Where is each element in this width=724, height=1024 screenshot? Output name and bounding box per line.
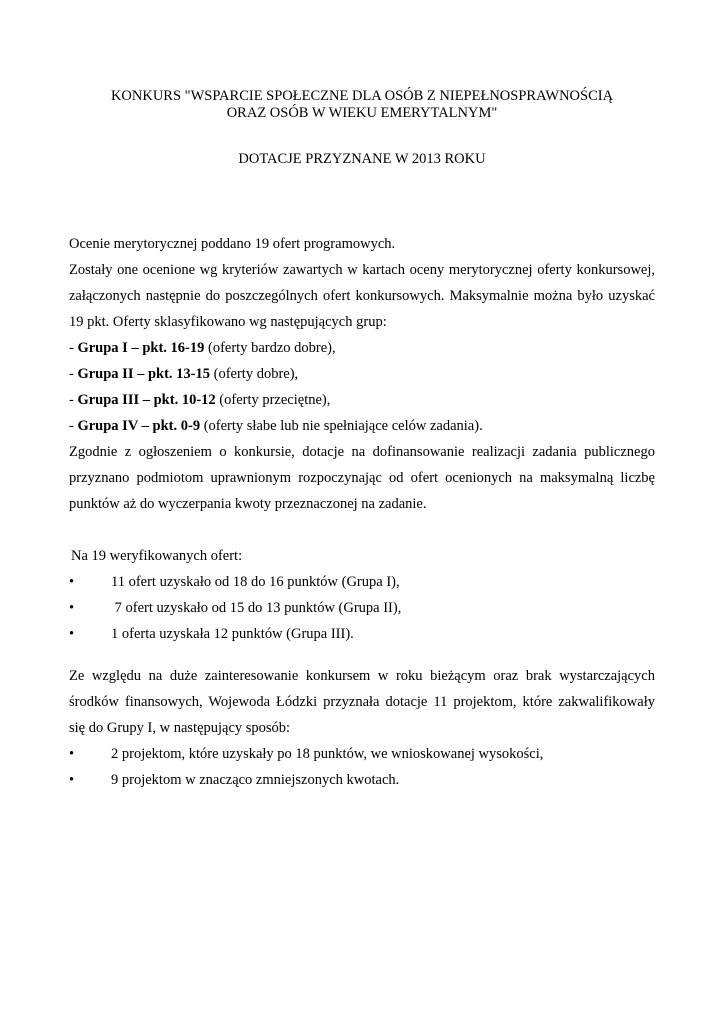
decision-item-1: 2 projektom, które uzyskały po 18 punktów, we wnioskowanej wysokości, [111, 746, 544, 762]
decision-line-1: Ze względu na duże zainteresowanie konkursem w roku bieżącym oraz brak wystarczających [69, 668, 655, 684]
verified-item-3: 1 oferta uzyskała 12 punktów (Grupa III). [111, 626, 354, 642]
group-item-3: - Grupa III – pkt. 10-12 (oferty przeciętne), [69, 392, 331, 408]
group-item-1: - Grupa I – pkt. 16-19 (oferty bardzo dobre), [69, 340, 336, 356]
bullet-icon: • [69, 746, 75, 762]
intro-line-4: 19 pkt. Oferty sklasyfikowano wg następujących grup: [69, 314, 387, 330]
verified-item-1: 11 ofert uzyskało od 18 do 16 punktów (Grupa I), [111, 574, 400, 590]
group-item-2: - Grupa II – pkt. 13-15 (oferty dobre), [69, 366, 299, 382]
allocation-line-3: punktów aż do wyczerpania kwoty przeznaczonej na zadanie. [69, 496, 427, 512]
bullet-icon: • [69, 574, 75, 590]
intro-line-2: Zostały one ocenione wg kryteriów zawartych w kartach oceny merytorycznej oferty konkursowej, [69, 262, 655, 278]
group-item-4: - Grupa IV – pkt. 0-9 (oferty słabe lub nie spełniające celów zadania). [69, 418, 483, 434]
bullet-icon: • [69, 600, 75, 616]
allocation-line-2: przyznano podmiotom uprawnionym rozpoczynając od ofert ocenionych na maksymalną liczbę [69, 470, 655, 486]
allocation-line-1: Zgodnie z ogłoszeniem o konkursie, dotacje na dofinansowanie realizacji zadania publicznego [69, 444, 655, 460]
decision-line-2: środków finansowych, Wojewoda Łódzki przyznała dotacje 11 projektom, które zakwalifikowały [69, 694, 655, 710]
document-title-line-2: ORAZ OSÓB W WIEKU EMERYTALNYM" [226, 105, 498, 121]
verified-item-2: 7 ofert uzyskało od 15 do 13 punktów (Grupa II), [111, 600, 402, 616]
decision-line-3: się do Grupy I, w następujący sposób: [69, 720, 291, 736]
decision-item-2: 9 projektom w znacząco zmniejszonych kwotach. [111, 772, 400, 788]
bullet-icon: • [69, 772, 75, 788]
intro-line-1: Ocenie merytorycznej poddano 19 ofert programowych. [69, 236, 396, 252]
bullet-icon: • [69, 626, 75, 642]
verified-intro: Na 19 weryfikowanych ofert: [71, 548, 243, 564]
document-title-line-1: KONKURS "WSPARCIE SPOŁECZNE DLA OSÓB Z NIEPEŁNOSPRAWNOŚCIĄ [110, 88, 614, 104]
document-subtitle: DOTACJE PRZYZNANE W 2013 ROKU [238, 151, 486, 167]
intro-line-3: załączonych następnie do poszczególnych ofert konkursowych. Maksymalnie można było uzyskać [69, 288, 655, 304]
